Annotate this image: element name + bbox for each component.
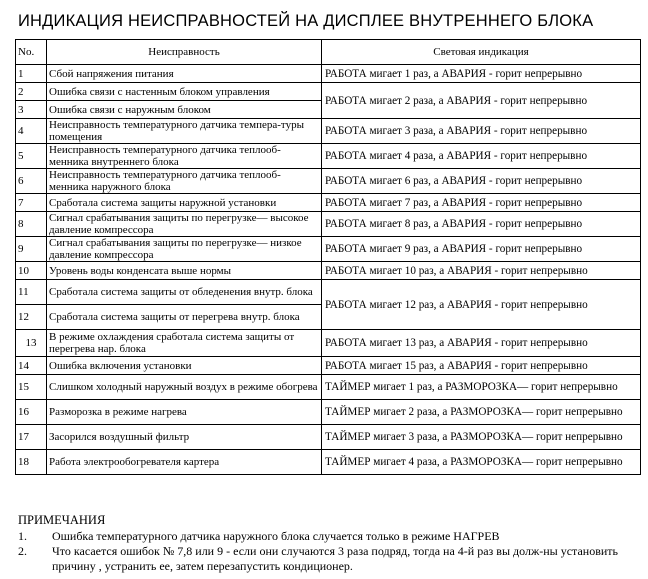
column-header-no: No. bbox=[16, 40, 47, 65]
light-indication: РАБОТА мигает 7 раз, а АВАРИЯ - горит непрерывно bbox=[322, 194, 641, 212]
row-number: 16 bbox=[16, 400, 47, 425]
light-indication: РАБОТА мигает 6 раз, а АВАРИЯ - горит непрерывно bbox=[322, 169, 641, 194]
fault-description: Неисправность температурного датчика темпера-туры помещения bbox=[47, 119, 322, 144]
light-indication: РАБОТА мигает 1 раз, а АВАРИЯ - горит непрерывно bbox=[322, 65, 641, 83]
note-item bbox=[18, 544, 627, 574]
table-row bbox=[16, 425, 641, 450]
row-number: 15 bbox=[16, 375, 47, 400]
table-row bbox=[16, 169, 641, 194]
table-row bbox=[16, 237, 641, 262]
light-indication: РАБОТА мигает 4 раза, а АВАРИЯ - горит непрерывно bbox=[322, 144, 641, 169]
row-number: 18 bbox=[16, 450, 47, 475]
note-item bbox=[18, 529, 627, 544]
row-number: 14 bbox=[16, 357, 47, 375]
table-row bbox=[16, 262, 641, 280]
light-indication: РАБОТА мигает 12 раз, а АВАРИЯ - горит непрерывно bbox=[322, 280, 641, 330]
fault-description: Сработала система защиты от обледенения внутр. блока bbox=[47, 280, 322, 305]
fault-description: Ошибка связи с настенным блоком управления bbox=[47, 83, 322, 101]
row-number: 12 bbox=[16, 305, 47, 330]
fault-description: Неисправность температурного датчика теплооб-менника наружного блока bbox=[47, 169, 322, 194]
row-number: 13 bbox=[16, 330, 47, 357]
row-number: 6 bbox=[16, 169, 47, 194]
row-number: 3 bbox=[16, 101, 47, 119]
light-indication: ТАЙМЕР мигает 3 раза, а РАЗМОРОЗКА— горит непрерывно bbox=[322, 425, 641, 450]
row-number: 11 bbox=[16, 280, 47, 305]
row-number: 9 bbox=[16, 237, 47, 262]
table-row bbox=[16, 357, 641, 375]
fault-description: Засорился воздушный фильтр bbox=[47, 425, 322, 450]
fault-description: Сработала система защиты от перегрева внутр. блока bbox=[47, 305, 322, 330]
table-row bbox=[16, 83, 641, 101]
light-indication: ТАЙМЕР мигает 2 раза, а РАЗМОРОЗКА— горит непрерывно bbox=[322, 400, 641, 425]
table-row bbox=[16, 65, 641, 83]
table-row bbox=[16, 194, 641, 212]
light-indication: РАБОТА мигает 10 раз, а АВАРИЯ - горит непрерывно bbox=[322, 262, 641, 280]
note-number: 1. bbox=[18, 529, 27, 543]
fault-description: Ошибка включения установки bbox=[47, 357, 322, 375]
fault-indication-table bbox=[15, 39, 641, 475]
row-number: 10 bbox=[16, 262, 47, 280]
fault-description: Слишком холодный наружный воздух в режиме обогрева bbox=[47, 375, 322, 400]
note-number: 2. bbox=[18, 544, 27, 558]
light-indication: РАБОТА мигает 9 раз, а АВАРИЯ - горит непрерывно bbox=[322, 237, 641, 262]
fault-description: Сбой напряжения питания bbox=[47, 65, 322, 83]
fault-description: Уровень воды конденсата выше нормы bbox=[47, 262, 322, 280]
note-text: Ошибка температурного датчика наружного блока случается только в режиме НАГРЕВ bbox=[52, 529, 500, 543]
light-indication: ТАЙМЕР мигает 4 раза, а РАЗМОРОЗКА— горит непрерывно bbox=[322, 450, 641, 475]
row-number: 1 bbox=[16, 65, 47, 83]
fault-description: Сигнал срабатывания защиты по перегрузке— низкое давление компрессора bbox=[47, 237, 322, 262]
fault-description: Работа электрообогревателя картера bbox=[47, 450, 322, 475]
fault-description: Сработала система защиты наружной установки bbox=[47, 194, 322, 212]
light-indication: РАБОТА мигает 3 раза, а АВАРИЯ - горит непрерывно bbox=[322, 119, 641, 144]
light-indication: РАБОТА мигает 13 раз, а АВАРИЯ - горит непрерывно bbox=[322, 330, 641, 357]
table-row bbox=[16, 119, 641, 144]
row-number: 8 bbox=[16, 212, 47, 237]
fault-description: Ошибка связи с наружным блоком bbox=[47, 101, 322, 119]
table-row bbox=[16, 280, 641, 305]
column-header-fault: Неисправность bbox=[47, 40, 322, 65]
fault-description: В режиме охлаждения сработала система защиты от перегрева нар. блока bbox=[47, 330, 322, 357]
table-row bbox=[16, 375, 641, 400]
table-header-row bbox=[16, 40, 641, 65]
notes-section bbox=[18, 513, 627, 574]
table-row bbox=[16, 450, 641, 475]
table-row bbox=[16, 330, 641, 357]
light-indication: РАБОТА мигает 2 раза, а АВАРИЯ - горит непрерывно bbox=[322, 83, 641, 119]
light-indication: РАБОТА мигает 8 раз, а АВАРИЯ - горит непрерывно bbox=[322, 212, 641, 237]
row-number: 7 bbox=[16, 194, 47, 212]
row-number: 17 bbox=[16, 425, 47, 450]
light-indication: ТАЙМЕР мигает 1 раз, а РАЗМОРОЗКА— горит непрерывно bbox=[322, 375, 641, 400]
row-number: 5 bbox=[16, 144, 47, 169]
table-row bbox=[16, 212, 641, 237]
table-row bbox=[16, 144, 641, 169]
fault-description: Неисправность температурного датчика теплооб-менника внутреннего блока bbox=[47, 144, 322, 169]
row-number: 4 bbox=[16, 119, 47, 144]
light-indication: РАБОТА мигает 15 раз, а АВАРИЯ - горит непрерывно bbox=[322, 357, 641, 375]
fault-description: Разморозка в режиме нагрева bbox=[47, 400, 322, 425]
notes-heading: ПРИМЕЧАНИЯ bbox=[18, 513, 106, 527]
column-header-indication: Световая индикация bbox=[322, 40, 641, 65]
fault-description: Сигнал срабатывания защиты по перегрузке— высокое давление компрессора bbox=[47, 212, 322, 237]
note-text: Что касается ошибок № 7,8 или 9 - если они случаются 3 раза подряд, тогда на 4-й раз вы долж-ны установить причину , устранить ее, затем перезапустить кондиционер. bbox=[52, 544, 618, 573]
page-title: ИНДИКАЦИЯ НЕИСПРАВНОСТЕЙ НА ДИСПЛЕЕ ВНУТРЕННЕГО БЛОКА bbox=[18, 12, 594, 30]
row-number: 2 bbox=[16, 83, 47, 101]
table-row bbox=[16, 400, 641, 425]
